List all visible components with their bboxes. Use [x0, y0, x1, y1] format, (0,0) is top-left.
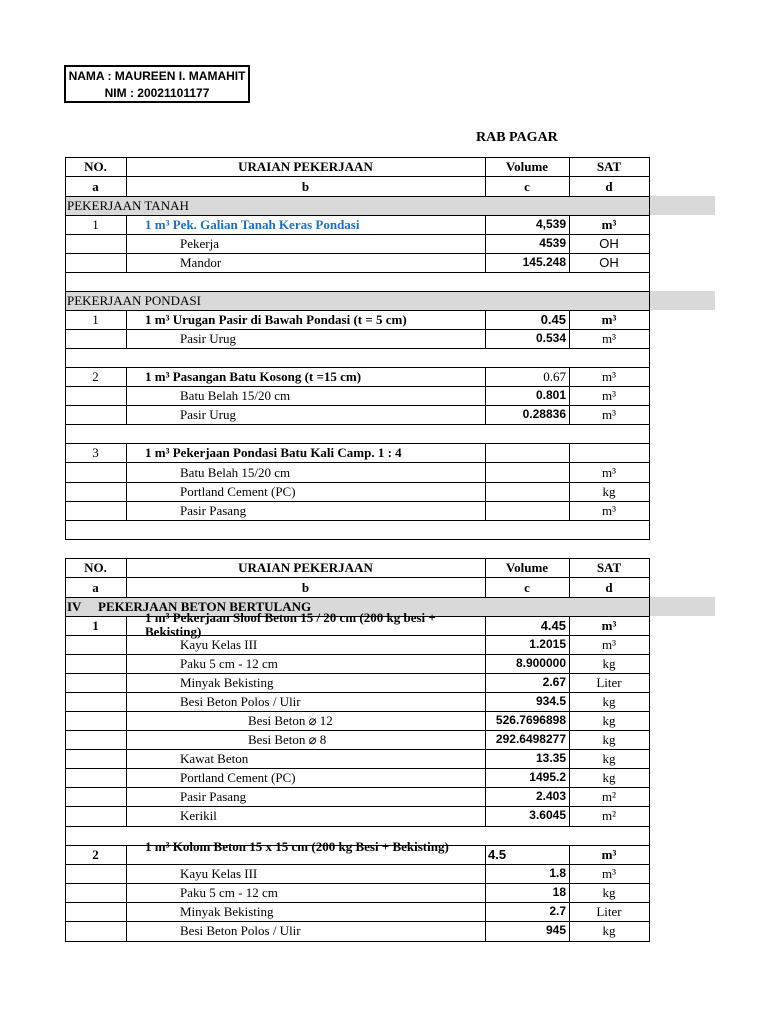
section-roman-numeral: IV [67, 599, 82, 614]
material-name: Kawat Beton [180, 751, 249, 766]
material-name: Besi Beton ⌀ 12 [248, 713, 333, 728]
page-title: RAB PAGAR [476, 130, 558, 145]
header-volume: Volume [505, 159, 549, 174]
material-unit: m² [601, 789, 616, 804]
material-name: Portland Cement (PC) [180, 770, 296, 785]
header-volume: Volume [505, 560, 549, 575]
material-name: Minyak Bekisting [180, 904, 274, 919]
material-unit: kg [602, 484, 616, 499]
item-description: 1 m³ Urugan Pasir di Bawah Pondasi (t = 5 cm) [145, 312, 407, 327]
material-name: Portland Cement (PC) [180, 484, 296, 499]
item-volume: 0.67 [543, 369, 566, 384]
material-unit: kg [602, 885, 616, 900]
material-volume: 1.8 [549, 866, 566, 880]
material-volume: 1.2015 [529, 637, 566, 651]
material-volume: 13.35 [535, 751, 566, 765]
material-unit: kg [602, 694, 616, 709]
item-volume: 0.45 [540, 312, 566, 327]
material-unit: m³ [601, 503, 616, 518]
material-unit: kg [602, 713, 616, 728]
subheader-d: d [605, 179, 613, 194]
material-volume: 0.801 [535, 388, 566, 402]
material-unit: kg [602, 656, 616, 671]
item-unit: m³ [601, 369, 616, 384]
material-name: Pekerja [180, 236, 219, 251]
subheader-b: b [301, 179, 310, 194]
material-name: Kayu Kelas III [180, 637, 258, 652]
material-unit: kg [602, 732, 616, 747]
material-volume: 0.28836 [522, 407, 566, 421]
subheader-a: a [92, 179, 99, 194]
student-name: NAMA : MAUREEN I. MAMAHIT [68, 69, 246, 83]
material-unit: m³ [601, 637, 616, 652]
material-unit: Liter [596, 904, 622, 919]
material-volume: 145.248 [522, 255, 566, 269]
header-no: NO. [84, 159, 107, 174]
item-description: 1 m³ Pekerjaan Pondasi Batu Kali Camp. 1 : 4 [145, 445, 402, 460]
item-number: 3 [92, 445, 99, 460]
material-name: Batu Belah 15/20 cm [180, 388, 291, 403]
material-volume: 526.7696898 [495, 713, 566, 727]
material-name: Paku 5 cm - 12 cm [180, 885, 278, 900]
header-no: NO. [84, 560, 107, 575]
material-name: Besi Beton Polos / Ulir [180, 923, 301, 938]
material-unit: m³ [601, 866, 616, 881]
header-sat: SAT [596, 560, 622, 575]
header-uraian: URAIAN PEKERJAAN [238, 159, 373, 174]
item-number: 1 [92, 217, 99, 232]
item-unit: m³ [601, 217, 617, 232]
material-name: Mandor [180, 255, 222, 270]
material-volume: 18 [552, 885, 566, 899]
item-volume: 4.45 [540, 618, 566, 633]
section-title: PEKERJAAN PONDASI [67, 293, 201, 308]
material-name: Pasir Urug [180, 407, 236, 422]
material-unit: OH [599, 236, 619, 251]
item-description: 1 m³ Kolom Beton 15 x 15 cm (200 kg Besi + Bekisting) [145, 839, 449, 854]
material-unit: kg [602, 770, 616, 785]
item-number: 2 [92, 847, 99, 862]
material-volume: 2.67 [542, 675, 566, 689]
material-volume: 3.6045 [529, 808, 566, 822]
material-unit: m³ [601, 331, 616, 346]
item-description: 1 m³ Pek. Galian Tanah Keras Pondasi [145, 217, 360, 232]
student-id-box [64, 65, 250, 103]
material-name: Batu Belah 15/20 cm [180, 465, 291, 480]
item-volume: 4,539 [535, 217, 566, 231]
material-volume: 2.7 [549, 904, 566, 918]
material-volume: 0.534 [535, 331, 566, 345]
material-name: Kayu Kelas III [180, 866, 258, 881]
material-unit: Liter [596, 675, 622, 690]
item-description: 1 m³ Pasangan Batu Kosong (t =15 cm) [145, 369, 362, 384]
material-unit: kg [602, 751, 616, 766]
student-nim: NIM : 20021101177 [104, 86, 210, 100]
header-sat: SAT [596, 159, 622, 174]
subheader-d: d [605, 580, 613, 595]
material-name: Paku 5 cm - 12 cm [180, 656, 278, 671]
item-number: 1 [92, 312, 99, 327]
section-title: PEKERJAAN BETON BERTULANG [98, 599, 312, 614]
material-unit: OH [599, 255, 619, 270]
subheader-a: a [92, 580, 99, 595]
item-number: 1 [92, 618, 99, 633]
material-volume: 945 [545, 923, 566, 937]
material-name: Pasir Pasang [180, 789, 247, 804]
material-name: Kerikil [180, 808, 217, 823]
material-volume: 934.5 [535, 694, 566, 708]
material-unit: m³ [601, 388, 616, 403]
subheader-c: c [524, 179, 530, 194]
material-name: Besi Beton ⌀ 8 [248, 732, 327, 747]
material-name: Minyak Bekisting [180, 675, 274, 690]
material-name: Pasir Urug [180, 331, 236, 346]
header-uraian: URAIAN PEKERJAAN [238, 560, 373, 575]
material-volume: 292.6498277 [495, 732, 566, 746]
item-volume: 4.5 [488, 847, 507, 862]
material-name: Besi Beton Polos / Ulir [180, 694, 301, 709]
material-unit: m² [601, 808, 616, 823]
material-name: Pasir Pasang [180, 503, 247, 518]
material-volume: 1495.2 [529, 770, 566, 784]
material-volume: 8.900000 [515, 656, 566, 670]
material-unit: kg [602, 923, 616, 938]
material-unit: m³ [601, 465, 616, 480]
subheader-c: c [524, 580, 530, 595]
item-number: 2 [92, 369, 99, 384]
material-unit: m³ [601, 407, 616, 422]
item-unit: m³ [601, 847, 617, 862]
material-volume: 4539 [539, 236, 566, 250]
item-unit: m³ [601, 312, 617, 327]
subheader-b: b [301, 580, 310, 595]
item-unit: m³ [601, 618, 617, 633]
section-title: PEKERJAAN TANAH [67, 198, 189, 213]
item-description: 1 m³ Pekerjaan Sloof Beton 15 / 20 cm (200 kg besi + Bekisting) [145, 610, 436, 639]
material-volume: 2.403 [535, 789, 566, 803]
